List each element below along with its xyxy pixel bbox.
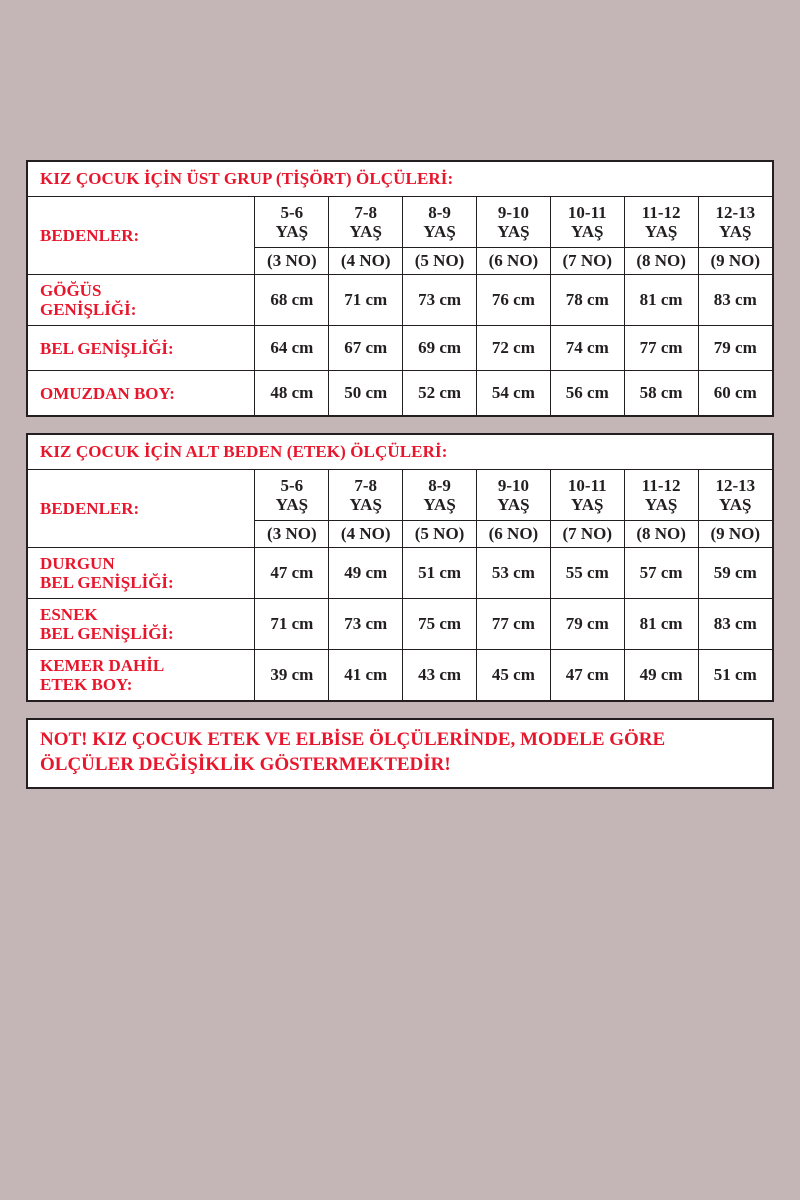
note-line-1: NOT! KIZ ÇOCUK ETEK VE ELBİSE ÖLÇÜLERİNDE, MODELE GÖRE (40, 729, 666, 751)
measurement-value: 78 cm (550, 275, 624, 326)
measurement-value: 81 cm (624, 275, 698, 326)
table-header-row-ages (28, 470, 772, 521)
size-number: (6 NO) (476, 248, 550, 275)
measurement-value: 76 cm (476, 275, 550, 326)
measurement-label: BEL GENİŞLİĞİ: (28, 326, 255, 371)
measurement-value: 75 cm (403, 599, 477, 650)
measurement-value: 59 cm (698, 548, 772, 599)
size-number: (7 NO) (550, 521, 624, 548)
age-header: 11-12 YAŞ (624, 470, 698, 521)
measurement-label: DURGUN BEL GENİŞLİĞİ: (28, 548, 255, 599)
age-header: 12-13 YAŞ (698, 197, 772, 248)
measurement-label: KEMER DAHİL ETEK BOY: (28, 650, 255, 701)
size-number: (4 NO) (329, 248, 403, 275)
section-spacer (26, 417, 774, 433)
age-header: 10-11 YAŞ (550, 197, 624, 248)
table-title: KIZ ÇOCUK İÇİN ÜST GRUP (TİŞÖRT) ÖLÇÜLERİ: (28, 162, 772, 197)
upper-body-size-table (28, 162, 772, 415)
age-header: 7-8 YAŞ (329, 197, 403, 248)
measurement-value: 72 cm (476, 326, 550, 371)
lower-body-size-table (28, 435, 772, 700)
measurement-value: 51 cm (403, 548, 477, 599)
size-number: (3 NO) (255, 521, 329, 548)
size-number: (9 NO) (698, 521, 772, 548)
note-line-2: ÖLÇÜLER DEĞİŞİKLİK GÖSTERMEKTEDİR! (40, 753, 451, 775)
measurement-value: 57 cm (624, 548, 698, 599)
upper-body-size-card (26, 160, 774, 417)
note-card (26, 718, 774, 789)
measurement-value: 51 cm (698, 650, 772, 701)
age-header: 9-10 YAŞ (476, 197, 550, 248)
measurement-value: 49 cm (624, 650, 698, 701)
lower-body-size-card (26, 433, 774, 702)
size-chart-page (26, 160, 774, 789)
measurement-value: 73 cm (403, 275, 477, 326)
measurement-value: 79 cm (550, 599, 624, 650)
table-row (28, 326, 772, 371)
table-row (28, 275, 772, 326)
measurement-label: GÖĞÜS GENİŞLİĞİ: (28, 275, 255, 326)
measurement-value: 54 cm (476, 371, 550, 416)
measurement-value: 39 cm (255, 650, 329, 701)
table-title-row (28, 162, 772, 197)
size-number: (4 NO) (329, 521, 403, 548)
measurement-value: 52 cm (403, 371, 477, 416)
measurement-value: 73 cm (329, 599, 403, 650)
age-header: 5-6 YAŞ (255, 470, 329, 521)
size-number: (8 NO) (624, 248, 698, 275)
sizes-label: BEDENLER: (28, 470, 255, 548)
measurement-value: 43 cm (403, 650, 477, 701)
age-header: 8-9 YAŞ (403, 470, 477, 521)
measurement-value: 60 cm (698, 371, 772, 416)
note-text (28, 720, 772, 787)
measurement-value: 47 cm (550, 650, 624, 701)
measurement-value: 45 cm (476, 650, 550, 701)
measurement-value: 47 cm (255, 548, 329, 599)
measurement-value: 74 cm (550, 326, 624, 371)
age-header: 10-11 YAŞ (550, 470, 624, 521)
size-number: (5 NO) (403, 521, 477, 548)
table-title: KIZ ÇOCUK İÇİN ALT BEDEN (ETEK) ÖLÇÜLERİ: (28, 435, 772, 470)
measurement-label: OMUZDAN BOY: (28, 371, 255, 416)
measurement-value: 49 cm (329, 548, 403, 599)
table-row (28, 548, 772, 599)
age-header: 7-8 YAŞ (329, 470, 403, 521)
measurement-label: ESNEK BEL GENİŞLİĞİ: (28, 599, 255, 650)
measurement-value: 41 cm (329, 650, 403, 701)
measurement-value: 67 cm (329, 326, 403, 371)
size-number: (6 NO) (476, 521, 550, 548)
measurement-value: 71 cm (255, 599, 329, 650)
measurement-value: 83 cm (698, 599, 772, 650)
table-title-row (28, 435, 772, 470)
age-header: 8-9 YAŞ (403, 197, 477, 248)
measurement-value: 68 cm (255, 275, 329, 326)
size-number: (9 NO) (698, 248, 772, 275)
measurement-value: 53 cm (476, 548, 550, 599)
measurement-value: 79 cm (698, 326, 772, 371)
age-header: 12-13 YAŞ (698, 470, 772, 521)
measurement-value: 56 cm (550, 371, 624, 416)
measurement-value: 83 cm (698, 275, 772, 326)
table-header-row-ages (28, 197, 772, 248)
measurement-value: 81 cm (624, 599, 698, 650)
age-header: 11-12 YAŞ (624, 197, 698, 248)
measurement-value: 77 cm (624, 326, 698, 371)
measurement-value: 77 cm (476, 599, 550, 650)
size-number: (5 NO) (403, 248, 477, 275)
age-header: 5-6 YAŞ (255, 197, 329, 248)
measurement-value: 55 cm (550, 548, 624, 599)
measurement-value: 71 cm (329, 275, 403, 326)
measurement-value: 48 cm (255, 371, 329, 416)
measurement-value: 69 cm (403, 326, 477, 371)
size-number: (3 NO) (255, 248, 329, 275)
measurement-value: 64 cm (255, 326, 329, 371)
table-row (28, 599, 772, 650)
sizes-label: BEDENLER: (28, 197, 255, 275)
table-row (28, 650, 772, 701)
size-number: (8 NO) (624, 521, 698, 548)
section-spacer (26, 702, 774, 718)
measurement-value: 50 cm (329, 371, 403, 416)
size-number: (7 NO) (550, 248, 624, 275)
table-row (28, 371, 772, 416)
age-header: 9-10 YAŞ (476, 470, 550, 521)
measurement-value: 58 cm (624, 371, 698, 416)
